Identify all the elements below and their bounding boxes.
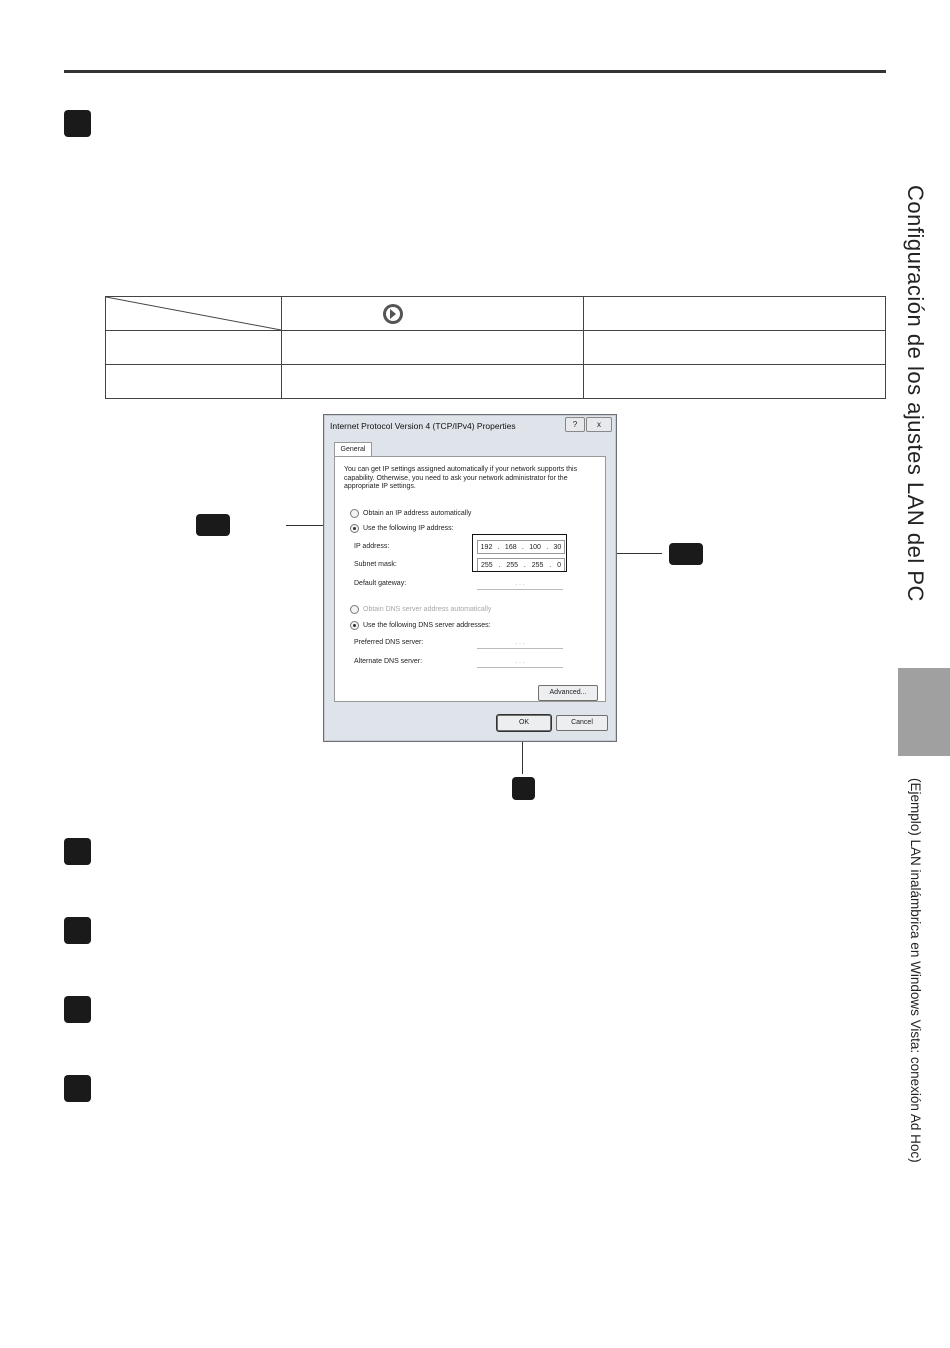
- ip-octet: 30: [553, 543, 562, 551]
- side-section-title-text: Configuración de los ajustes LAN del PC: [903, 185, 928, 602]
- empty-field-dots: . . .: [515, 638, 525, 646]
- radio-selected-icon: [350, 524, 359, 533]
- step-marker-1: [64, 110, 91, 137]
- radio-obtain-dns-label: Obtain DNS server address automatically: [363, 606, 492, 613]
- subnet-octet: 255: [480, 561, 493, 569]
- side-tab-block: [898, 668, 950, 756]
- default-gateway-label: Default gateway:: [354, 580, 407, 587]
- subnet-mask-field[interactable]: 255 . 255 . 255 . 0: [477, 558, 565, 572]
- ip-highlight-box: [472, 534, 567, 572]
- radio-use-ip[interactable]: [350, 524, 454, 533]
- step-marker-3: [64, 917, 91, 944]
- advanced-button[interactable]: Advanced...: [538, 685, 598, 701]
- subnet-octet: 255: [506, 561, 519, 569]
- radio-icon: [350, 509, 359, 518]
- preferred-dns-field[interactable]: [477, 636, 563, 649]
- radio-icon: [350, 605, 359, 614]
- close-button[interactable]: x: [586, 417, 612, 432]
- help-button[interactable]: ?: [565, 417, 585, 432]
- step-marker-5: [64, 1075, 91, 1102]
- ipv4-properties-dialog: [323, 414, 617, 742]
- radio-obtain-dns[interactable]: [350, 605, 491, 614]
- settings-table: [105, 296, 886, 399]
- ok-button[interactable]: OK: [497, 715, 551, 731]
- radio-use-ip-label: Use the following IP address:: [363, 525, 454, 532]
- table-cell: [282, 365, 584, 399]
- table-cell: [584, 331, 886, 365]
- table-row: [106, 365, 886, 399]
- default-gateway-field[interactable]: [477, 577, 563, 590]
- cancel-button[interactable]: Cancel: [556, 715, 608, 731]
- empty-field-dots: . . .: [515, 579, 525, 587]
- table-header-cell: [584, 297, 886, 331]
- table-cell: [282, 331, 584, 365]
- ip-octet: 100: [529, 543, 541, 551]
- preferred-dns-label: Preferred DNS server:: [354, 639, 424, 646]
- top-rule: [64, 70, 886, 73]
- ip-octet: 192: [480, 543, 493, 551]
- callout-marker-right: [669, 543, 703, 565]
- table-corner-cell: [106, 297, 282, 331]
- subnet-octet: 0: [557, 561, 562, 569]
- table-row: [106, 331, 886, 365]
- radio-selected-icon: [350, 621, 359, 630]
- radio-obtain-ip-label: Obtain an IP address automatically: [363, 510, 472, 517]
- tab-general[interactable]: General: [334, 442, 372, 457]
- ip-address-field[interactable]: 192 . 168 . 100 . 30: [477, 540, 565, 554]
- dialog-titlebar: [324, 415, 616, 437]
- dialog-title: Internet Protocol Version 4 (TCP/IPv4) Properties: [330, 421, 516, 431]
- subnet-octet: 255: [531, 561, 544, 569]
- table-cell: [106, 365, 282, 399]
- step-marker-4: [64, 996, 91, 1023]
- ip-address-label: IP address:: [354, 543, 390, 550]
- radio-obtain-ip[interactable]: [350, 509, 471, 518]
- callout-marker-ok: [512, 777, 535, 800]
- callout-marker-left: [196, 514, 230, 536]
- intro-text: You can get IP settings assigned automatically if your network supports this capability. Otherwise, you need to ask your network administrator for the appropriate IP settings.: [344, 466, 578, 490]
- step-marker-2: [64, 838, 91, 865]
- ip-octet: 168: [504, 543, 517, 551]
- table-header-cell: [282, 297, 584, 331]
- subnet-mask-label: Subnet mask:: [354, 561, 397, 568]
- side-section-subtitle: [908, 778, 932, 1278]
- alternate-dns-field[interactable]: [477, 655, 563, 668]
- general-panel: [334, 456, 606, 702]
- table-header-row: [106, 297, 886, 331]
- table-cell: [106, 331, 282, 365]
- side-section-subtitle-text: (Ejemplo) LAN inalámbrica en Windows Vista: conexión Ad Hoc): [908, 778, 923, 1163]
- empty-field-dots: . . .: [515, 657, 525, 665]
- diagonal-line: [106, 297, 281, 330]
- arrow-right-icon: [382, 303, 404, 325]
- table-cell: [584, 365, 886, 399]
- radio-use-dns-label: Use the following DNS server addresses:: [363, 622, 491, 629]
- side-section-title: [902, 185, 932, 655]
- radio-use-dns[interactable]: [350, 621, 491, 630]
- alternate-dns-label: Alternate DNS server:: [354, 658, 423, 665]
